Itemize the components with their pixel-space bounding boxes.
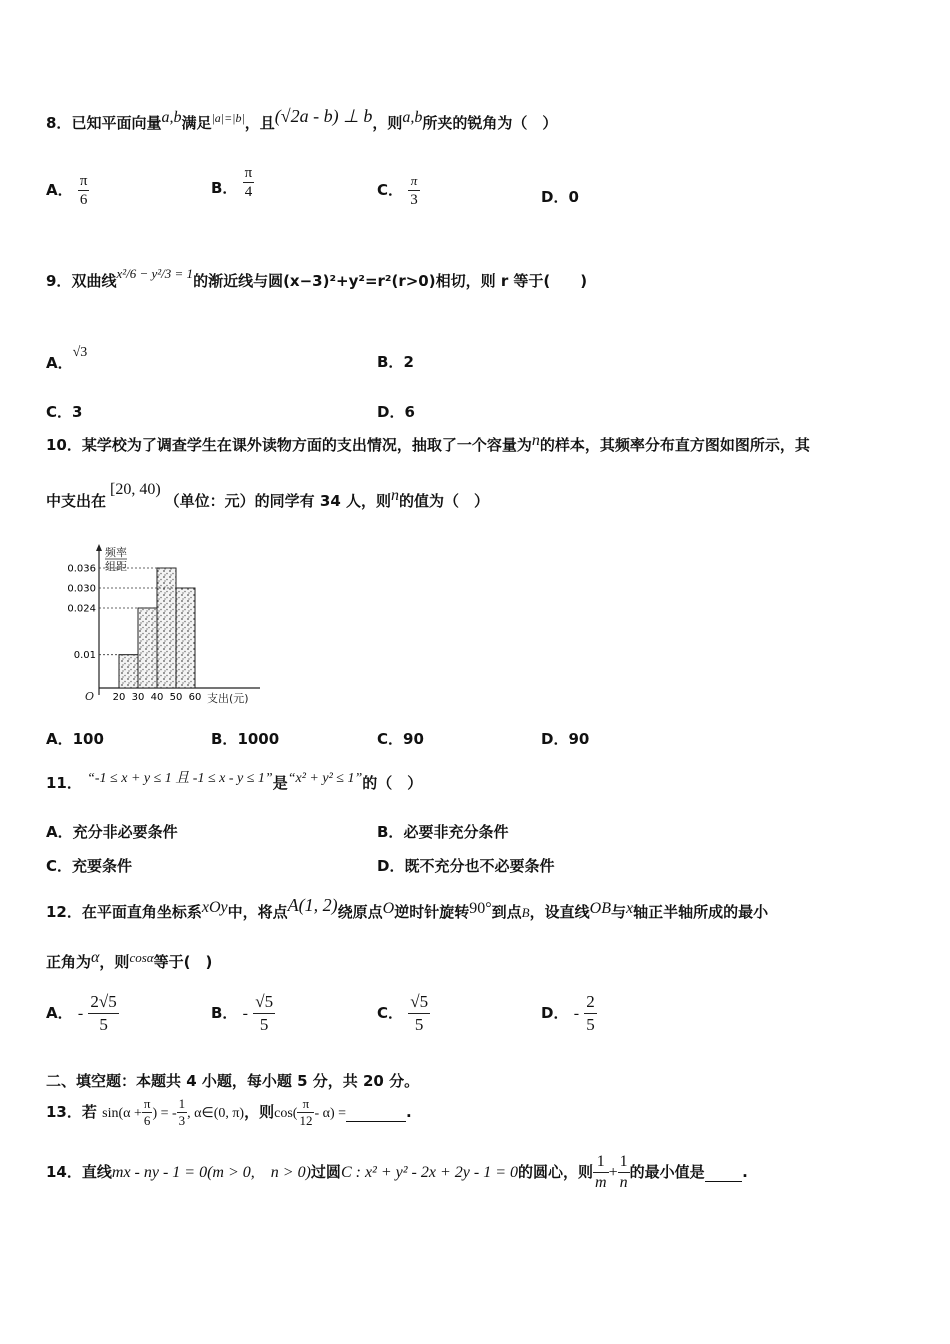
q13-sin: sin(α + xyxy=(102,1106,142,1121)
q9-option-a[interactable] xyxy=(46,340,88,372)
x-tick-label: 50 xyxy=(169,692,183,703)
q13-stem xyxy=(46,1096,412,1129)
option-label: B． xyxy=(211,730,238,748)
q14-text-2: 过圆 xyxy=(310,1163,341,1181)
y-axis-arrow xyxy=(96,544,102,551)
denominator: n xyxy=(619,1174,628,1191)
option-value: 6 xyxy=(404,403,415,421)
denominator: 12 xyxy=(299,1113,313,1128)
q10-option-a[interactable] xyxy=(46,728,104,749)
option-label: A． xyxy=(46,354,73,372)
denominator: 3 xyxy=(178,1113,186,1128)
option-label: C． xyxy=(377,1004,404,1022)
option-value: 充要条件 xyxy=(72,857,133,875)
q10-text-5: 的值为（ ） xyxy=(399,492,490,510)
x-tick-label: 40 xyxy=(150,692,164,703)
q9-text-2: 的渐近线与圆(x−3)²+y²=r²(r>0)相切，则 r 等于( ) xyxy=(193,272,588,290)
x-tick-label: 30 xyxy=(131,692,145,703)
q13-period: . xyxy=(406,1103,412,1121)
option-label: B． xyxy=(211,1004,238,1022)
q12-option-b[interactable] xyxy=(211,991,275,1036)
q10-interval: [20, 40) xyxy=(110,481,161,498)
q11-conclusion: “x² + y² ≤ 1” xyxy=(287,771,363,786)
section-2-heading: 二、填空题：本题共 4 小题，每小题 5 分，共 20 分。 xyxy=(46,1072,420,1090)
q14-line-equation: mx - ny - 1 = 0(m > 0, n > 0) xyxy=(111,1164,311,1181)
q13-number: 13． xyxy=(46,1103,82,1121)
fraction xyxy=(177,1096,188,1129)
option-sign: - xyxy=(242,1005,248,1022)
option-label: D． xyxy=(377,857,405,875)
q11-text-1: 是 xyxy=(272,774,288,792)
q8-text-1: 已知平面向量 xyxy=(71,114,162,132)
numerator: 1 xyxy=(178,1096,186,1111)
q11-option-a[interactable] xyxy=(46,821,178,842)
option-label: A． xyxy=(46,1004,73,1022)
q12-line-ob: OB xyxy=(589,900,611,917)
option-label: A． xyxy=(46,181,73,199)
q12-xoy: xOy xyxy=(201,899,228,916)
option-sign: - xyxy=(77,1005,84,1022)
option-value: 90 xyxy=(403,730,424,748)
numerator: 1 xyxy=(618,1152,630,1173)
option-value: 充分非必要条件 xyxy=(72,823,178,841)
option-label: D． xyxy=(541,730,569,748)
y-tick-label: 0.030 xyxy=(67,583,96,595)
option-value: 2 xyxy=(403,353,414,371)
q13-text-2: ，则 xyxy=(244,1103,275,1121)
q12-cos: cosα xyxy=(129,950,154,965)
q12-number: 12． xyxy=(46,903,82,921)
y-axis-label-bottom: 组距 xyxy=(105,560,127,573)
q8-option-b[interactable] xyxy=(211,164,254,201)
q8-condition: |a|=|b| xyxy=(211,111,245,125)
q12-option-c[interactable] xyxy=(377,991,430,1036)
denominator: 6 xyxy=(143,1113,151,1128)
fraction xyxy=(408,172,420,209)
q13-text-1: 若 xyxy=(81,1103,97,1121)
q14-answer-blank[interactable] xyxy=(705,1163,743,1182)
fraction xyxy=(253,991,275,1036)
option-sign: - xyxy=(573,1005,580,1022)
numerator: π xyxy=(297,1096,314,1113)
y-tick-label: 0.036 xyxy=(67,563,96,575)
q11-text-2: 的（ ） xyxy=(362,774,423,792)
q12-text-2: 中，将点 xyxy=(227,903,288,921)
q8-vectors-2: a,b xyxy=(402,109,423,126)
q10-option-d[interactable] xyxy=(541,728,589,749)
q10-text-2: 的样本，其频率分布直方图如图所示，其 xyxy=(539,436,810,454)
fraction xyxy=(593,1152,609,1193)
q8-vectors: a,b xyxy=(161,109,182,126)
q10-text-1: 某学校为了调查学生在课外读物方面的支出情况，抽取了一个容量为 xyxy=(81,436,532,454)
q8-option-c[interactable] xyxy=(377,172,420,209)
fraction xyxy=(618,1152,630,1193)
q11-option-c[interactable] xyxy=(46,855,132,876)
q13-cos-end: - α) = xyxy=(314,1106,347,1121)
numerator: 2√5 xyxy=(88,991,118,1014)
q10-option-c[interactable] xyxy=(377,728,424,749)
q11-number: 11． xyxy=(46,774,82,792)
q10-number: 10． xyxy=(46,436,82,454)
q12-text-11: 等于( ) xyxy=(153,953,213,971)
numerator: √5 xyxy=(253,991,275,1014)
option-label: C． xyxy=(46,857,73,875)
option-label: D． xyxy=(541,188,569,206)
q13-answer-blank[interactable] xyxy=(346,1103,406,1122)
option-value: 3 xyxy=(72,403,83,421)
q14-text-3: 的圆心，则 xyxy=(517,1163,593,1181)
q11-option-d[interactable] xyxy=(377,855,554,876)
option-value: 100 xyxy=(72,730,104,748)
y-tick-label: 0.01 xyxy=(73,650,96,662)
option-label: C． xyxy=(377,730,404,748)
denominator: 5 xyxy=(414,1015,424,1034)
q10-stem-line-2 xyxy=(46,481,490,511)
q12-point-b: B xyxy=(521,905,530,920)
q9-option-b[interactable] xyxy=(377,351,414,372)
denominator: 5 xyxy=(259,1015,269,1034)
fraction xyxy=(297,1096,314,1129)
q8-text-4: ，则 xyxy=(372,114,403,132)
option-label: D． xyxy=(377,403,405,421)
fraction xyxy=(408,991,430,1036)
q12-alpha: α xyxy=(91,949,100,966)
option-label: D． xyxy=(541,1004,569,1022)
q12-text-1: 在平面直角坐标系 xyxy=(81,903,202,921)
q8-perpendicular: (√2a - b) ⊥ b xyxy=(274,106,373,126)
q10-stem-line-1 xyxy=(46,434,810,455)
q12-degrees: 90° xyxy=(469,900,492,917)
numerator: π xyxy=(408,172,420,191)
q12-text-3: 绕原点 xyxy=(337,903,383,921)
q8-option-a[interactable] xyxy=(46,172,89,209)
q11-stem xyxy=(46,772,422,793)
q11-option-b[interactable] xyxy=(377,821,508,842)
q14-circle-equation: C : x² + y² - 2x + 2y - 1 = 0 xyxy=(340,1164,518,1181)
q9-option-c[interactable] xyxy=(46,401,82,422)
q10-text-3: 中支出在 xyxy=(46,492,107,510)
frequency-histogram xyxy=(55,540,265,710)
x-tick-label: 20 xyxy=(112,692,126,703)
option-label: B． xyxy=(211,179,238,197)
numerator: π xyxy=(79,173,88,189)
q12-option-a[interactable] xyxy=(46,991,119,1036)
q13-cos: cos( xyxy=(274,1106,298,1121)
q8-text-3: ，且 xyxy=(244,114,275,132)
numerator: √5 xyxy=(408,991,430,1014)
denominator: 5 xyxy=(99,1015,108,1034)
q12-text-9: 正角为 xyxy=(46,953,92,971)
q10-option-b[interactable] xyxy=(211,728,279,749)
q10-n-2: n xyxy=(391,487,399,504)
plus-sign: + xyxy=(608,1164,618,1181)
numerator: 2 xyxy=(584,991,597,1014)
q12-origin: O xyxy=(382,900,395,917)
histogram-bar xyxy=(176,588,195,688)
q14-period: . xyxy=(742,1163,748,1181)
q11-premise: “-1 ≤ x + y ≤ 1 且 -1 ≤ x - y ≤ 1” xyxy=(87,771,273,786)
x-tick-label: 60 xyxy=(188,692,202,703)
y-tick-label: 0.024 xyxy=(67,603,96,615)
option-value: 0 xyxy=(568,188,579,206)
option-label: B． xyxy=(377,823,404,841)
option-value: 90 xyxy=(568,730,590,748)
denominator: 3 xyxy=(410,192,418,208)
q8-number: 8． xyxy=(46,114,72,132)
q8-stem xyxy=(46,106,558,133)
q14-number: 14． xyxy=(46,1163,82,1181)
x-axis-label: 支出(元) xyxy=(207,692,249,705)
q9-stem xyxy=(46,266,588,291)
fraction xyxy=(243,164,255,201)
option-label: A． xyxy=(46,823,73,841)
option-value: √3 xyxy=(72,345,88,360)
q9-hyperbola: x²/6 − y²/3 = 1 xyxy=(116,266,194,281)
numerator: 1 xyxy=(593,1152,609,1173)
q10-n: n xyxy=(531,432,540,449)
histogram-bar xyxy=(119,655,138,688)
q9-text-1: 双曲线 xyxy=(71,272,117,290)
q12-option-d[interactable] xyxy=(541,991,597,1036)
q12-stem-line-1 xyxy=(46,895,769,922)
denominator: 5 xyxy=(586,1015,595,1034)
denominator: 4 xyxy=(244,184,253,200)
numerator: π xyxy=(244,165,253,181)
option-value: 既不充分也不必要条件 xyxy=(404,857,555,875)
q12-text-10: ，则 xyxy=(99,953,130,971)
q10-text-4: （单位：元）的同学有 34 人，则 xyxy=(164,492,391,510)
q12-text-5: 到点 xyxy=(491,903,522,921)
origin-label: O xyxy=(85,690,95,703)
denominator: m xyxy=(595,1174,607,1191)
histogram-bar xyxy=(138,608,157,688)
q12-text-8: 轴正半轴所成的最小 xyxy=(633,903,769,921)
q12-x: x xyxy=(625,900,634,917)
q13-condition: , α∈(0, π) xyxy=(187,1106,245,1121)
q13-equals: ) = - xyxy=(152,1106,177,1121)
q12-text-6: ，设直线 xyxy=(529,903,590,921)
option-label: C． xyxy=(377,181,404,199)
fraction xyxy=(142,1096,153,1129)
q12-text-7: 与 xyxy=(610,903,626,921)
denominator: 6 xyxy=(79,192,88,208)
q14-text-4: 的最小值是 xyxy=(629,1163,705,1181)
q12-text-4: 逆时针旋转 xyxy=(394,903,470,921)
histogram-bar xyxy=(157,568,176,688)
fraction xyxy=(88,991,118,1036)
q8-option-d[interactable] xyxy=(541,186,579,207)
y-axis-label-top: 频率 xyxy=(105,546,127,559)
fraction xyxy=(584,991,597,1036)
q9-option-d[interactable] xyxy=(377,401,415,422)
q12-stem-line-2 xyxy=(46,951,212,972)
q12-point-a: A(1, 2) xyxy=(287,895,338,915)
option-value: 1000 xyxy=(237,730,280,748)
fraction xyxy=(78,172,90,209)
q8-text-5: 所夹的锐角为（ ） xyxy=(422,114,558,132)
q9-number: 9． xyxy=(46,272,72,290)
q14-text-1: 直线 xyxy=(81,1163,112,1181)
option-label: B． xyxy=(377,353,404,371)
numerator: π xyxy=(143,1096,151,1111)
option-label: A． xyxy=(46,730,73,748)
q8-text-2: 满足 xyxy=(181,114,212,132)
q14-stem xyxy=(46,1152,748,1193)
option-value: 必要非充分条件 xyxy=(403,823,509,841)
option-label: C． xyxy=(46,403,73,421)
